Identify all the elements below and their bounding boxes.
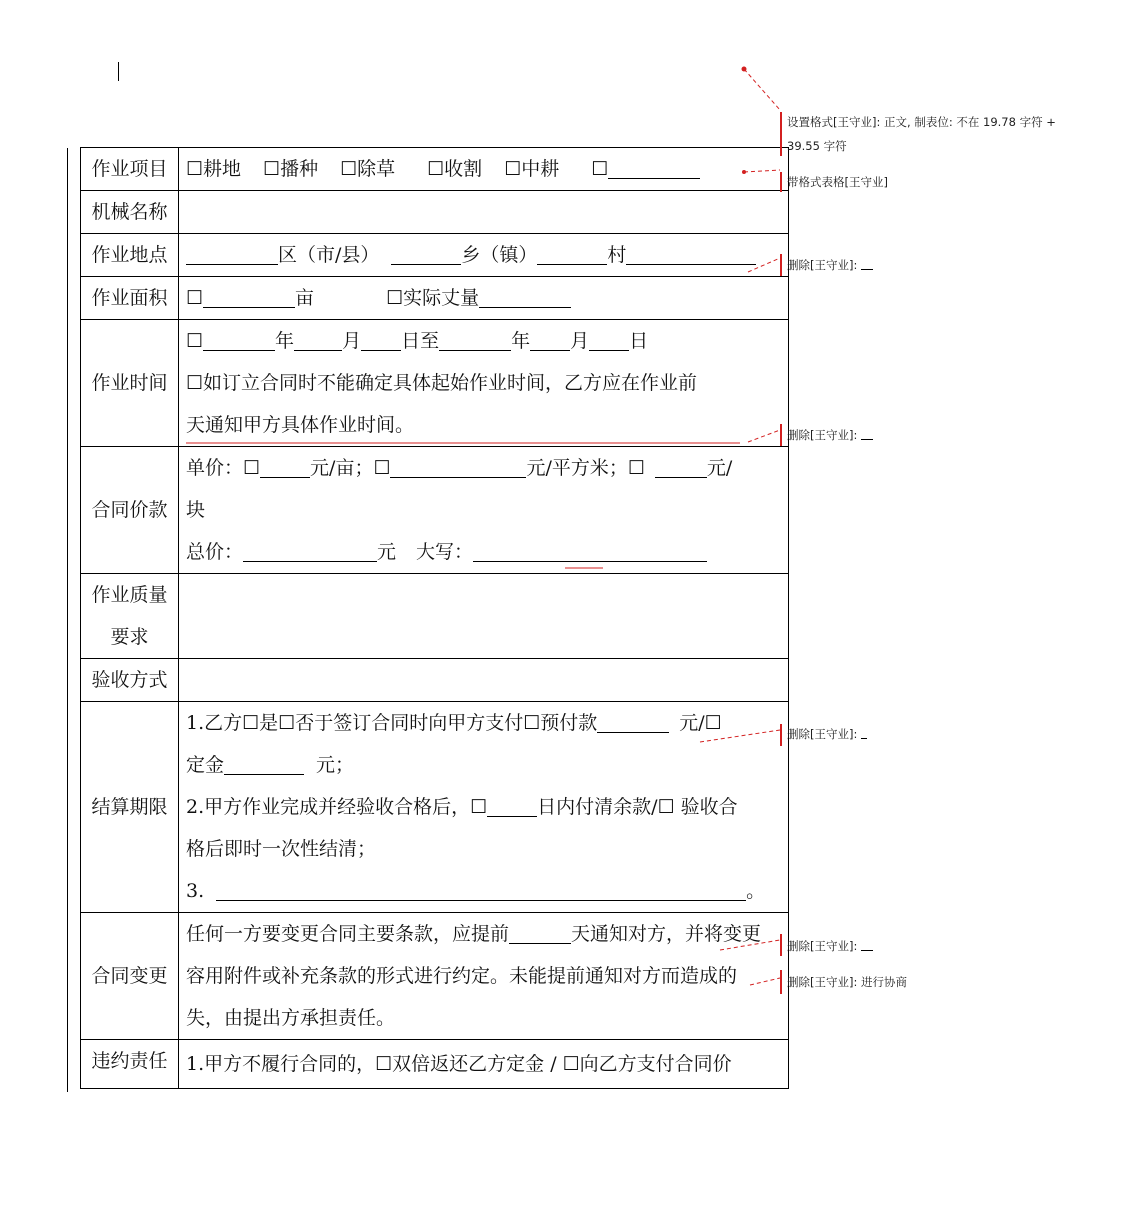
comment-delete-4[interactable] bbox=[787, 934, 873, 958]
breach-line-1: 1.甲方不履行合同的，☐双倍返还乙方定金 / ☐向乙方支付合同价 bbox=[186, 1053, 732, 1075]
area-field bbox=[179, 277, 789, 320]
option-plough[interactable]: ☐耕地 bbox=[186, 158, 242, 180]
label-time: 作业时间 bbox=[81, 320, 179, 447]
area-mu-unit: 亩 bbox=[295, 287, 315, 309]
label-settlement: 结算期限 bbox=[81, 702, 179, 913]
comment-mark-delete-3 bbox=[780, 724, 782, 746]
change-line-3: 失，由提出方承担责任。 bbox=[186, 1007, 396, 1029]
option-sow[interactable]: ☐播种 bbox=[263, 158, 319, 180]
text-cursor bbox=[118, 62, 119, 81]
area-mu-blank[interactable] bbox=[203, 281, 295, 308]
district-blank[interactable] bbox=[186, 238, 278, 265]
total-price-label: 总价： bbox=[186, 541, 244, 563]
row-location bbox=[81, 234, 789, 277]
days-blank[interactable] bbox=[487, 790, 537, 817]
label-change: 合同变更 bbox=[81, 913, 179, 1040]
label-quality-1: 作业质量 bbox=[91, 584, 168, 606]
settlement-line-3b: 日内付清余款/☐ 验收合 bbox=[537, 796, 738, 818]
month-end-blank[interactable] bbox=[530, 324, 570, 351]
village-blank[interactable] bbox=[537, 238, 607, 265]
label-acceptance: 验收方式 bbox=[81, 659, 179, 702]
day-end-blank[interactable] bbox=[589, 324, 629, 351]
block-label: 块 bbox=[186, 499, 206, 521]
year-end-label: 年 bbox=[511, 330, 531, 352]
label-area: 作业面积 bbox=[81, 277, 179, 320]
row-time bbox=[81, 320, 789, 447]
comment-mark-delete-5 bbox=[780, 970, 782, 994]
comment-delete-4-text: 删除[王守业]: bbox=[787, 939, 862, 953]
capital-blank[interactable] bbox=[473, 535, 707, 562]
price-per-block-blank[interactable] bbox=[655, 451, 707, 478]
time-notice-line: ☐如订立合同时不能确定具体起始作业时间，乙方应在作业前 bbox=[186, 372, 698, 394]
area-measure-blank[interactable] bbox=[479, 281, 571, 308]
row-area bbox=[81, 277, 789, 320]
row-work-item bbox=[81, 148, 789, 191]
comment-delete-1-text: 删除[王守业]: bbox=[787, 258, 862, 272]
area-checkbox-measure[interactable]: ☐实际丈量 bbox=[386, 287, 480, 309]
year-start-blank[interactable] bbox=[203, 324, 275, 351]
comment-delete-3[interactable] bbox=[787, 722, 867, 746]
quality-field[interactable] bbox=[179, 574, 789, 659]
district-text: 区（市/县） bbox=[278, 244, 380, 266]
change-line-2: 容用附件或补充条款的形式进行约定。未能提前通知对方而造成的 bbox=[186, 965, 738, 987]
row-settlement bbox=[81, 702, 789, 913]
breach-field bbox=[179, 1040, 789, 1089]
settlement-line-3: 2.甲方作业完成并经验收合格后，☐ bbox=[186, 796, 488, 818]
label-price: 合同价款 bbox=[81, 447, 179, 574]
price-field bbox=[179, 447, 789, 574]
township-blank[interactable] bbox=[391, 238, 461, 265]
month-start-blank[interactable] bbox=[294, 324, 342, 351]
settlement-period: 。 bbox=[746, 880, 766, 902]
deposit-unit: 元； bbox=[316, 754, 355, 776]
area-checkbox-mu[interactable]: ☐ bbox=[186, 287, 204, 309]
change-field bbox=[179, 913, 789, 1040]
label-work-item: 作业项目 bbox=[81, 148, 179, 191]
row-machine bbox=[81, 191, 789, 234]
time-checkbox-range[interactable]: ☐ bbox=[186, 330, 204, 352]
label-breach: 违约责任 bbox=[81, 1040, 179, 1089]
settlement-field bbox=[179, 702, 789, 913]
deposit-label: 定金 bbox=[186, 754, 225, 776]
comment-delete-2[interactable] bbox=[787, 423, 873, 447]
per-block-label: 元/ bbox=[706, 457, 733, 479]
capital-label: 大写： bbox=[416, 541, 474, 563]
village-detail-blank[interactable] bbox=[626, 238, 756, 265]
label-location: 作业地点 bbox=[81, 234, 179, 277]
comment-delete-1[interactable] bbox=[787, 253, 873, 277]
year-label: 年 bbox=[275, 330, 295, 352]
settlement-other-blank[interactable] bbox=[216, 874, 746, 901]
option-harvest[interactable]: ☐收割 bbox=[427, 158, 483, 180]
change-line-1b: 天通知对方，并将变更 bbox=[571, 923, 762, 945]
comment-format-line-2: 39.55 字符 bbox=[787, 139, 847, 153]
row-acceptance bbox=[81, 659, 789, 702]
comment-table-format[interactable]: 带格式表格[王守业] bbox=[787, 175, 888, 189]
price-per-sqm-blank[interactable] bbox=[390, 451, 526, 478]
prepay-blank[interactable] bbox=[597, 706, 669, 733]
row-price bbox=[81, 447, 789, 574]
comment-mark-delete-1 bbox=[780, 254, 782, 276]
notice-days-blank[interactable] bbox=[509, 917, 571, 944]
comment-delete-2-text: 删除[王守业]: bbox=[787, 428, 862, 442]
year-end-blank[interactable] bbox=[439, 324, 511, 351]
month-label: 月 bbox=[342, 330, 362, 352]
comment-delete-5[interactable]: 删除[王守业]: 进行协商 bbox=[787, 975, 908, 989]
month-end-label: 月 bbox=[570, 330, 590, 352]
comment-format[interactable] bbox=[787, 110, 1056, 158]
work-item-options bbox=[179, 148, 789, 191]
contract-table bbox=[80, 147, 789, 1089]
per-mu-label[interactable]: 元/亩；☐ bbox=[310, 457, 391, 479]
change-line-1: 任何一方要变更合同主要条款，应提前 bbox=[186, 923, 510, 945]
row-breach bbox=[81, 1040, 789, 1089]
day-start-blank[interactable] bbox=[361, 324, 401, 351]
change-bar bbox=[67, 148, 68, 1092]
unit-price-label[interactable]: 单价：☐ bbox=[186, 457, 261, 479]
per-sqm-label[interactable]: 元/平方米；☐ bbox=[526, 457, 645, 479]
acceptance-field[interactable] bbox=[179, 659, 789, 702]
label-machine: 机械名称 bbox=[81, 191, 179, 234]
comment-mark-format bbox=[780, 112, 782, 156]
village-text: 村 bbox=[607, 244, 627, 266]
time-field bbox=[179, 320, 789, 447]
other-blank[interactable] bbox=[608, 152, 700, 179]
township-text: 乡（镇） bbox=[461, 244, 538, 266]
comment-mark-delete-2 bbox=[780, 424, 782, 446]
prepay-unit: 元/☐ bbox=[679, 712, 722, 734]
comment-mark-delete-4 bbox=[780, 934, 782, 956]
option-other[interactable]: ☐ bbox=[591, 158, 609, 180]
option-weed[interactable]: ☐除草 bbox=[340, 158, 396, 180]
row-quality bbox=[81, 574, 789, 659]
total-price-blank[interactable] bbox=[243, 535, 377, 562]
price-per-mu-blank[interactable] bbox=[260, 451, 310, 478]
settlement-line-1: 1.乙方☐是☐否于签订合同时向甲方支付☐预付款 bbox=[186, 712, 598, 734]
label-quality bbox=[81, 574, 179, 659]
row-change bbox=[81, 913, 789, 1040]
comment-format-line-1: 设置格式[王守业]: 正文, 制表位: 不在 19.78 字符 + bbox=[787, 115, 1056, 129]
machine-field[interactable] bbox=[179, 191, 789, 234]
location-field bbox=[179, 234, 789, 277]
deposit-blank[interactable] bbox=[224, 748, 304, 775]
option-cultivate[interactable]: ☐中耕 bbox=[504, 158, 560, 180]
time-notice-line-2: 天通知甲方具体作业时间。 bbox=[186, 414, 415, 436]
day-end-label: 日 bbox=[629, 330, 649, 352]
settlement-line-4: 格后即时一次性结清； bbox=[186, 838, 377, 860]
label-quality-2: 要求 bbox=[110, 626, 149, 648]
comment-mark-table-format bbox=[780, 172, 782, 192]
day-to-label: 日至 bbox=[401, 330, 440, 352]
comment-delete-3-text: 删除[王守业]: bbox=[787, 727, 862, 741]
settlement-item-3: 3. bbox=[186, 880, 205, 902]
total-yuan-label: 元 bbox=[377, 541, 397, 563]
